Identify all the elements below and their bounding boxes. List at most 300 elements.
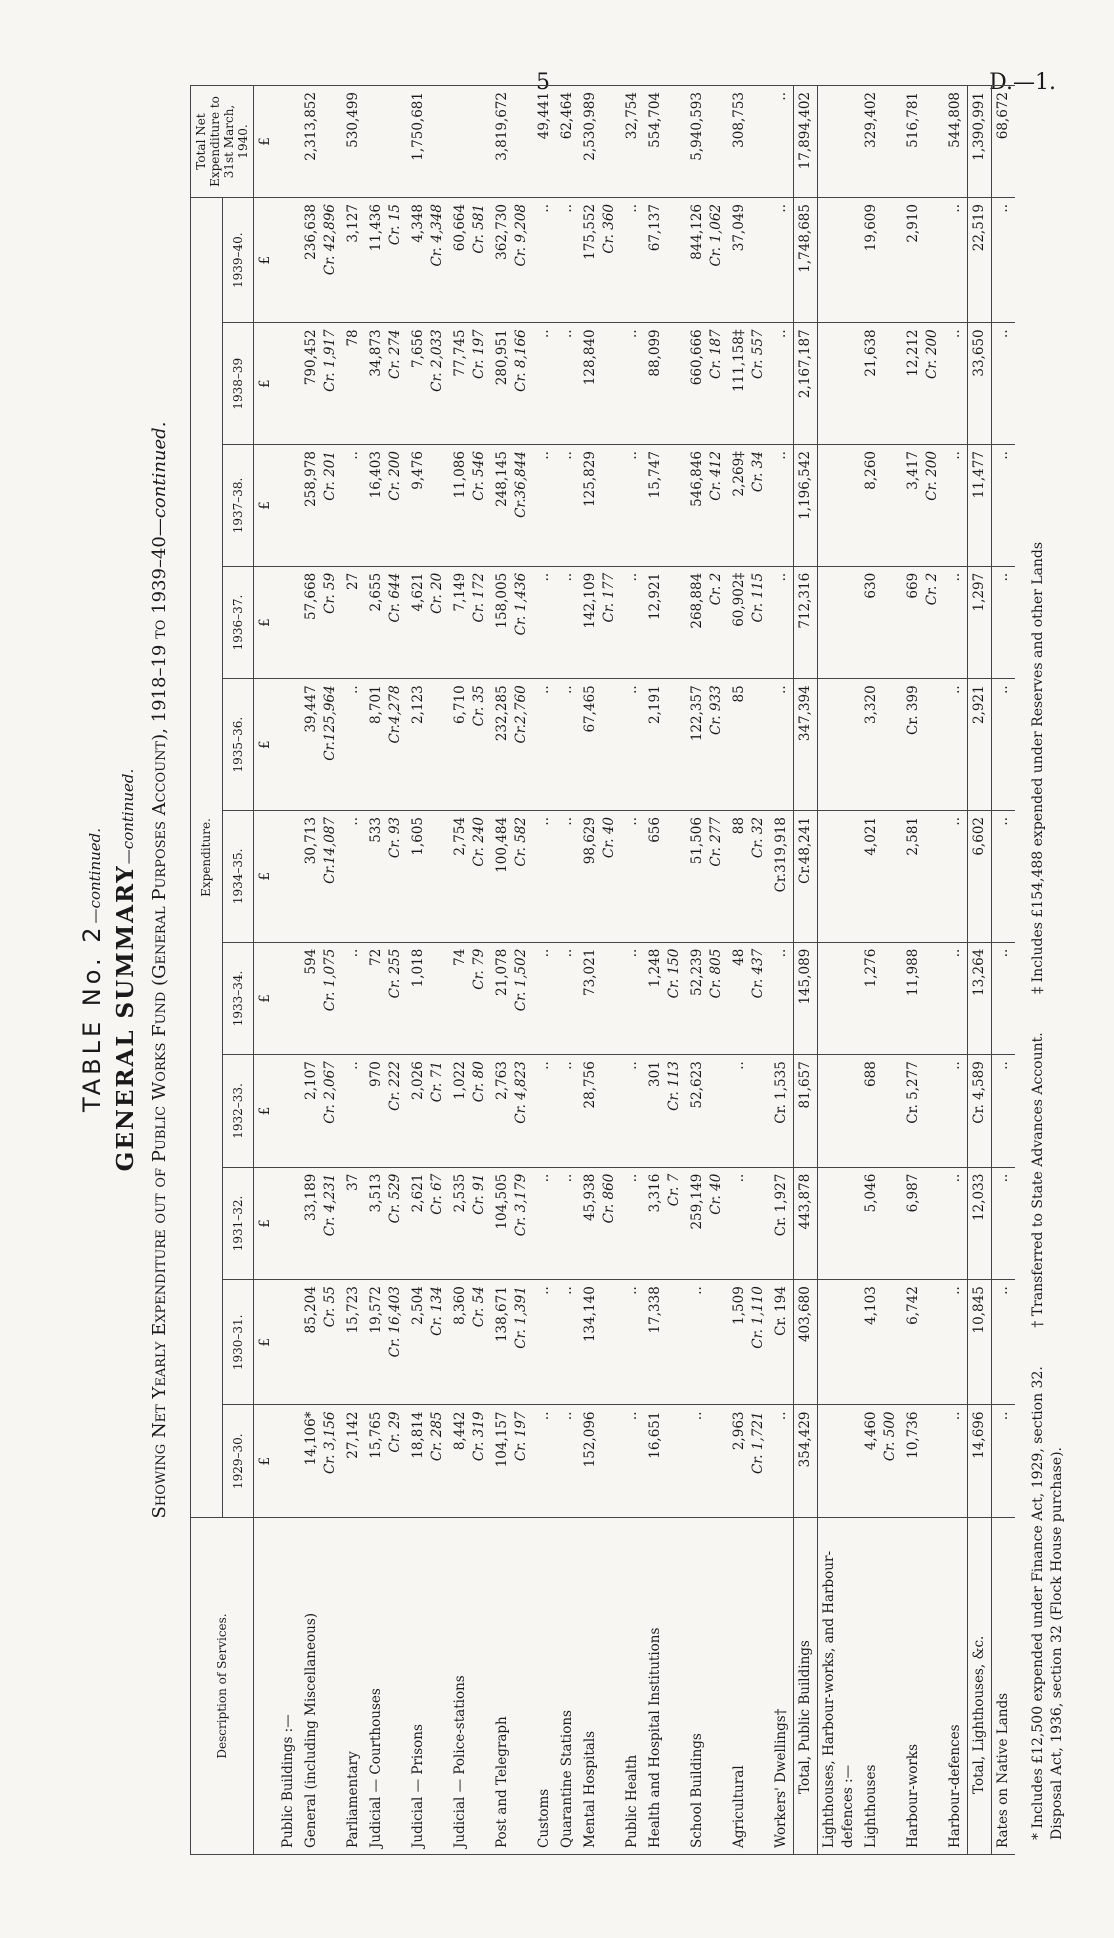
cell-amount: .. [947, 1061, 963, 1070]
cell-amount: .. [773, 948, 789, 958]
row-total: .. [770, 86, 794, 198]
cell-amount: 4,621 [410, 572, 426, 612]
cell-amount: .. [624, 1286, 640, 1295]
cell-amount: 546,846 [689, 451, 705, 507]
cell-value [902, 1167, 944, 1280]
cell-value [342, 942, 365, 1055]
cell-value [794, 679, 818, 811]
cell-value [277, 1280, 300, 1405]
table-row [860, 86, 902, 1855]
cell-amount: .. [624, 572, 640, 582]
col-year-2: 1931–32. [222, 1167, 254, 1280]
cell-amount: 48 [731, 948, 747, 966]
cell-amount: 533 [368, 817, 384, 843]
cell-value [579, 566, 621, 679]
cell-amount: 28,756 [582, 1061, 598, 1109]
row-total: 68,672 [992, 86, 1016, 198]
cell-amount: 98,629 [582, 817, 598, 865]
table-row [992, 86, 1016, 1855]
cell-amount: 347,394 [797, 685, 813, 742]
cell-value [686, 811, 728, 943]
cell-credit: Cr. 200 [387, 451, 403, 501]
cell-value [533, 566, 556, 679]
cell-value [728, 811, 770, 943]
subtitle-cont: —continued. [119, 768, 137, 865]
cell-credit: Cr. 35 [471, 685, 487, 727]
row-label: Total, Public Buildings [794, 1518, 818, 1855]
table-row [968, 86, 992, 1855]
cell-credit: Cr. 285 [429, 1411, 445, 1462]
currency-symbol: £ [254, 1055, 278, 1168]
cell-value [556, 198, 579, 323]
cell-amount: 16,403 [368, 451, 384, 499]
cell-amount: 100,484 [494, 817, 510, 873]
cell-amount: .. [345, 948, 361, 958]
cell-value [902, 323, 944, 445]
cell-value [365, 566, 407, 679]
cell-credit: Cr. 150 [666, 948, 682, 999]
cell-credit: Cr. 437 [750, 948, 766, 999]
cell-amount: 362,730 [494, 204, 510, 260]
cell-amount: 85 [731, 685, 747, 703]
row-label: Customs [533, 1518, 556, 1855]
cell-value [968, 323, 992, 445]
cell-value [770, 1167, 794, 1280]
cell-value [902, 1280, 944, 1405]
cell-value [533, 1055, 556, 1168]
cell-amount: .. [536, 204, 552, 213]
cell-amount: .. [995, 572, 1011, 582]
cell-amount: 2,504 [410, 1286, 426, 1325]
row-label: School Buildings [686, 1518, 728, 1855]
cell-amount: 2,910 [905, 204, 921, 243]
col-year-1: 1930–31. [222, 1280, 254, 1405]
cell-amount: 19,572 [368, 1286, 384, 1334]
cell-amount: 67,137 [647, 204, 663, 252]
cell-credit: Cr.4,278 [387, 685, 403, 744]
cell-value [449, 811, 491, 943]
cell-value [794, 566, 818, 679]
row-label: Judicial — Police-stations [449, 1518, 491, 1855]
cell-amount: .. [947, 1286, 963, 1295]
table-row [342, 86, 365, 1855]
cell-amount: Cr. 1,535 [773, 1061, 789, 1124]
cell-value [621, 1167, 644, 1280]
cell-value [579, 323, 621, 445]
cell-amount: .. [536, 1411, 552, 1421]
cell-credit: Cr. 546 [471, 451, 487, 501]
cell-value [449, 323, 491, 445]
cell-value [992, 942, 1016, 1055]
cell-amount: .. [345, 451, 361, 460]
cell-value [365, 1280, 407, 1405]
cell-amount: .. [773, 451, 789, 460]
cell-value [860, 1280, 902, 1405]
cell-amount: .. [773, 329, 789, 338]
cell-credit: Cr. 1,436 [513, 572, 529, 636]
cell-value [686, 1280, 728, 1405]
row-total [365, 86, 407, 198]
cell-value [342, 566, 365, 679]
cell-value [533, 323, 556, 445]
cell-amount: .. [947, 572, 963, 582]
cell-credit: Cr. 42,896 [322, 204, 338, 276]
cell-amount: .. [624, 1173, 640, 1183]
cell-value [944, 566, 968, 679]
cell-value [860, 1405, 902, 1518]
cell-value [818, 811, 861, 943]
footnote-2: † Transferred to State Advances Account. [1030, 1032, 1046, 1328]
cell-credit: Cr.125,964 [322, 685, 338, 761]
cell-amount: 111,158‡ [731, 329, 747, 392]
cell-amount: .. [345, 685, 361, 694]
cell-value [579, 811, 621, 943]
cell-amount: .. [624, 451, 640, 460]
cell-amount: 11,988 [905, 948, 921, 996]
cell-value [992, 445, 1016, 567]
cell-amount: 128,840 [582, 329, 598, 386]
cell-credit: Cr.14,087 [322, 817, 338, 884]
row-label: Lighthouses, Harbour-works, and Harbour-defences :— [818, 1518, 861, 1855]
row-total: 544,808 [944, 86, 968, 198]
cell-value [579, 1405, 621, 1518]
cell-credit: Cr. 32 [750, 817, 766, 859]
cell-amount: 60,664 [452, 204, 468, 252]
cell-amount: 2,123 [410, 685, 426, 724]
cell-amount: 14,106* [303, 1411, 319, 1466]
table-subtitle [112, 70, 139, 1870]
cell-amount: .. [947, 817, 963, 826]
cell-amount: .. [559, 817, 575, 826]
cell-credit: Cr. 7 [666, 1173, 682, 1207]
row-total: 32,754 [621, 86, 644, 198]
cell-amount: 72 [368, 948, 384, 966]
cell-value [533, 198, 556, 323]
cell-amount: 3,127 [345, 204, 361, 243]
cell-value [968, 198, 992, 323]
currency-symbol: £ [254, 445, 278, 567]
cell-amount: 7,149 [452, 572, 468, 612]
cell-amount: 258,978 [303, 451, 319, 507]
currency-symbol: £ [254, 942, 278, 1055]
cell-value [944, 679, 968, 811]
cell-value [728, 198, 770, 323]
cell-value [992, 679, 1016, 811]
cell-value [300, 1167, 342, 1280]
cell-value [407, 1280, 449, 1405]
cell-value [992, 1405, 1016, 1518]
cell-value [818, 566, 861, 679]
footnotes [1029, 70, 1067, 1840]
cell-value [686, 1405, 728, 1518]
cell-value [300, 566, 342, 679]
cell-amount: 660,666 [689, 329, 705, 386]
cell-value [770, 198, 794, 323]
cell-value [277, 566, 300, 679]
col-total: Total Net Expenditure to 31st March, 1940. [191, 86, 254, 198]
currency-symbol: £ [254, 566, 278, 679]
cell-amount: 5,046 [863, 1173, 879, 1213]
cell-value [449, 1167, 491, 1280]
table-row [365, 86, 407, 1855]
cell-value [644, 811, 686, 943]
cell-credit: Cr. 93 [387, 817, 403, 859]
table-row [644, 86, 686, 1855]
cell-amount: 18,814 [410, 1411, 426, 1459]
row-total [818, 86, 861, 198]
cell-value [794, 1055, 818, 1168]
cell-amount: .. [536, 572, 552, 582]
cell-amount: 57,668 [303, 572, 319, 621]
cell-credit: Cr. 113 [666, 1061, 682, 1111]
cell-amount: 2,269‡ [731, 451, 747, 497]
cell-amount: 268,884 [689, 572, 705, 629]
cell-value [794, 811, 818, 943]
cell-amount: 45,938 [582, 1173, 598, 1221]
cell-value [644, 445, 686, 567]
cell-value [902, 445, 944, 567]
cell-value [686, 445, 728, 567]
cell-amount: 145,089 [797, 948, 813, 1005]
cell-value [365, 323, 407, 445]
cell-value [449, 679, 491, 811]
cell-amount: 122,357 [689, 685, 705, 742]
cell-credit: Cr. 115 [750, 572, 766, 623]
cell-value [533, 679, 556, 811]
cell-amount: 13,264 [971, 948, 987, 996]
row-total: 1,750,681 [407, 86, 449, 198]
cell-credit: Cr. 200 [924, 329, 940, 380]
table-row [621, 86, 644, 1855]
cell-value [992, 1167, 1016, 1280]
cell-value [449, 1055, 491, 1168]
cell-value [644, 198, 686, 323]
cell-value [644, 566, 686, 679]
table-row [794, 86, 818, 1855]
cell-value [300, 445, 342, 567]
cell-credit: Cr.36,844 [513, 451, 529, 518]
cell-amount: .. [947, 1411, 963, 1421]
cell-amount: .. [536, 1173, 552, 1183]
cell-value [944, 942, 968, 1055]
cell-amount: .. [559, 685, 575, 694]
cell-value [968, 1280, 992, 1405]
cell-amount: .. [536, 1286, 552, 1295]
cell-credit: Cr. 67 [429, 1173, 445, 1215]
cell-amount: 1,018 [410, 948, 426, 988]
cell-value [968, 679, 992, 811]
cell-amount: 8,360 [452, 1286, 468, 1325]
cell-amount: Cr. 5,277 [905, 1061, 921, 1124]
cell-value [728, 1167, 770, 1280]
cell-amount: .. [995, 1061, 1011, 1070]
cell-amount: 19,609 [863, 204, 879, 252]
cell-amount: .. [689, 1286, 705, 1295]
cell-value [644, 323, 686, 445]
cell-credit: Cr. 1,917 [322, 329, 338, 392]
cell-value [300, 198, 342, 323]
cell-value [407, 1055, 449, 1168]
row-label: General (including Miscellaneous) [300, 1518, 342, 1855]
cell-amount: 1,605 [410, 817, 426, 856]
heading-main: Showing Net Yearly Expenditure out of Public Works Fund (General Purposes Account), 1918–19 to 1939–40 [149, 536, 170, 1519]
cell-credit: Cr. 201 [322, 451, 338, 501]
cell-value [342, 679, 365, 811]
cell-value [728, 566, 770, 679]
cell-amount: .. [995, 1173, 1011, 1183]
currency-symbol: £ [254, 811, 278, 943]
cell-credit: Cr. 200 [924, 451, 940, 501]
cell-amount: 970 [368, 1061, 384, 1087]
cell-amount: 11,436 [368, 204, 384, 252]
cell-value [860, 1055, 902, 1168]
table-row [407, 86, 449, 1855]
cell-amount: 2,621 [410, 1173, 426, 1213]
row-label: Health and Hospital Institutions [644, 1518, 686, 1855]
cell-amount: 2,754 [452, 817, 468, 856]
cell-amount: 354,429 [797, 1411, 813, 1468]
cell-value [621, 942, 644, 1055]
cell-value [491, 198, 533, 323]
row-total: 1,390,991 [968, 86, 992, 198]
row-total: 516,781 [902, 86, 944, 198]
table-row [491, 86, 533, 1855]
table-row [556, 86, 579, 1855]
row-label: Agricultural [728, 1518, 770, 1855]
cell-value [300, 679, 342, 811]
cell-amount: 3,316 [647, 1173, 663, 1213]
cell-value [621, 811, 644, 943]
currency-symbol: £ [254, 1167, 278, 1280]
cell-value [342, 1055, 365, 1168]
cell-credit: Cr. 2 [708, 572, 724, 606]
cell-amount: 2,535 [452, 1173, 468, 1213]
cell-credit: Cr. 1,062 [708, 204, 724, 267]
cell-amount: 280,951 [494, 329, 510, 386]
cell-amount: .. [559, 948, 575, 958]
cell-amount: 2,963 [731, 1411, 747, 1451]
cell-amount: 2,026 [410, 1061, 426, 1100]
cell-value [770, 811, 794, 943]
row-label: Judicial — Prisons [407, 1518, 449, 1855]
cell-amount: .. [773, 204, 789, 213]
cell-credit: Cr.2,760 [513, 685, 529, 744]
col-year-4: 1933–34. [222, 942, 254, 1055]
cell-value [902, 198, 944, 323]
cell-value [533, 445, 556, 567]
cell-value [944, 811, 968, 943]
cell-value [365, 942, 407, 1055]
row-total: 554,704 [644, 86, 686, 198]
cell-amount: .. [995, 948, 1011, 958]
cell-amount: 7,656 [410, 329, 426, 369]
cell-amount: 33,189 [303, 1173, 319, 1221]
cell-amount: .. [559, 1061, 575, 1070]
cell-value [491, 445, 533, 567]
cell-value [556, 445, 579, 567]
cell-value [579, 198, 621, 323]
cell-amount: 2,191 [647, 685, 663, 724]
cell-amount: 3,417 [905, 451, 921, 490]
cell-amount: .. [731, 1173, 747, 1183]
cell-value [860, 679, 902, 811]
cell-amount: .. [536, 451, 552, 460]
cell-value [556, 1055, 579, 1168]
table-row [277, 86, 300, 1855]
row-total: 530,499 [342, 86, 365, 198]
footnote-1: * Includes £12,500 expended under Finance Act, 1929, section 32. [1030, 1366, 1046, 1840]
cell-amount: .. [947, 948, 963, 958]
cell-value [902, 1405, 944, 1518]
cell-value [770, 942, 794, 1055]
cell-value [770, 1055, 794, 1168]
cell-amount: Cr. 194 [773, 1286, 789, 1336]
cell-credit: Cr. 277 [708, 817, 724, 867]
cell-amount: 73,021 [582, 948, 598, 996]
cell-amount: 16,651 [647, 1411, 663, 1459]
cell-credit: Cr. 8,166 [513, 329, 529, 392]
cell-credit: Cr. 71 [429, 1061, 445, 1103]
cell-amount: .. [624, 1411, 640, 1421]
cell-value [818, 198, 861, 323]
cell-value [621, 1055, 644, 1168]
cell-amount: 27 [345, 572, 361, 590]
cell-value [277, 445, 300, 567]
cell-amount: 88,099 [647, 329, 663, 377]
cell-value [342, 323, 365, 445]
cell-credit: Cr. 40 [601, 817, 617, 859]
cell-amount: 74 [452, 948, 468, 966]
footnote-1-cont: Disposal Act, 1936, section 32 (Flock House purchase). [1049, 1446, 1065, 1840]
cell-amount: .. [773, 685, 789, 694]
cell-value [300, 1405, 342, 1518]
cell-value [621, 679, 644, 811]
col-description: Description of Services. [191, 1518, 254, 1855]
cell-value [491, 323, 533, 445]
page-number: 5 [536, 70, 550, 95]
cell-amount: .. [559, 204, 575, 213]
cell-value [579, 679, 621, 811]
cell-value [277, 323, 300, 445]
cell-value [902, 1055, 944, 1168]
cell-value [794, 1405, 818, 1518]
cell-value [770, 323, 794, 445]
cell-credit: Cr. 55 [322, 1286, 338, 1328]
cell-amount: 248,145 [494, 451, 510, 507]
cell-amount: 3,320 [863, 685, 879, 724]
cell-amount: 259,149 [689, 1173, 705, 1230]
cell-credit: Cr. 529 [387, 1173, 403, 1224]
cell-amount: 8,260 [863, 451, 879, 490]
cell-amount: 6,602 [971, 817, 987, 856]
cell-amount: 443,878 [797, 1173, 813, 1230]
cell-value [449, 1280, 491, 1405]
cell-value [968, 1055, 992, 1168]
cell-value [992, 1280, 1016, 1405]
cell-credit: Cr. 240 [471, 817, 487, 867]
cell-credit: Cr. 172 [471, 572, 487, 623]
cell-value [579, 1167, 621, 1280]
cell-value [300, 942, 342, 1055]
cell-amount: 15,723 [345, 1286, 361, 1334]
cell-credit: Cr. 29 [387, 1411, 403, 1453]
cell-amount: 78 [345, 329, 361, 347]
cell-value [533, 942, 556, 1055]
cell-amount: 1,022 [452, 1061, 468, 1100]
row-label: Public Buildings :— [277, 1518, 300, 1855]
cell-amount: 790,452 [303, 329, 319, 386]
cell-credit: Cr. 274 [387, 329, 403, 380]
